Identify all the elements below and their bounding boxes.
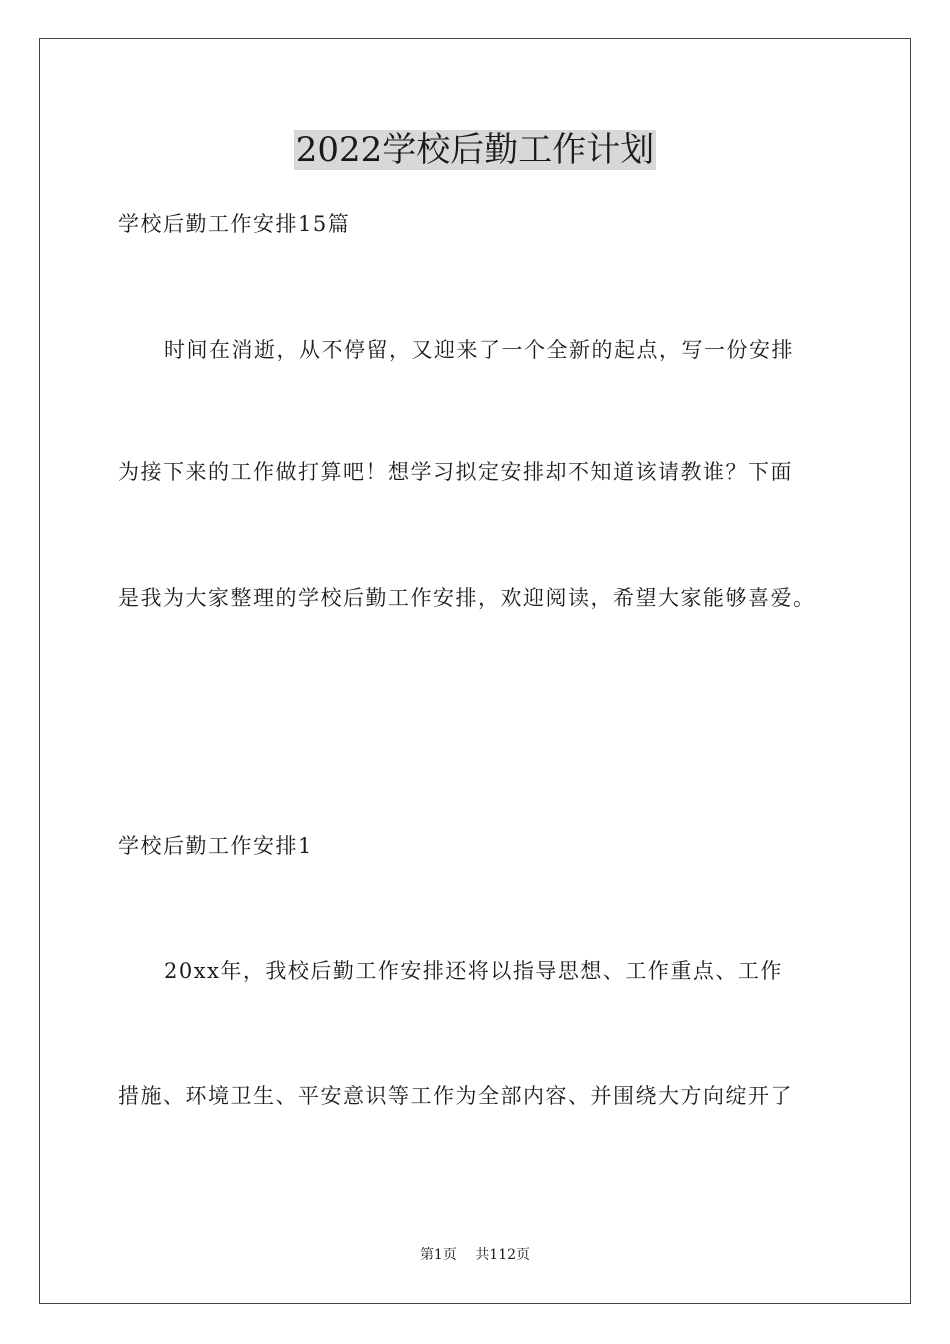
intro-line: 时间在消逝，从不停留，又迎来了一个全新的起点，写一份安排 [164, 338, 794, 362]
document-subtitle: 学校后勤工作安排15篇 [118, 212, 351, 236]
intro-line: 为接下来的工作做打算吧！想学习拟定安排却不知道该请教谁？下面 [118, 460, 793, 484]
document-title-text: 2022学校后勤工作计划 [295, 130, 655, 170]
page-total: 共112页 [475, 1247, 531, 1263]
document-title [0, 128, 950, 172]
section-line: 20xx年，我校后勤工作安排还将以指导思想、工作重点、工作 [164, 959, 783, 983]
intro-line: 是我为大家整理的学校后勤工作安排，欢迎阅读，希望大家能够喜爱。 [118, 586, 816, 610]
section-heading: 学校后勤工作安排1 [118, 834, 313, 858]
page-footer [0, 1245, 950, 1265]
section-line: 措施、环境卫生、平安意识等工作为全部内容、并围绕大方向绽开了 [118, 1084, 793, 1108]
page-number: 第1页 [419, 1247, 457, 1263]
